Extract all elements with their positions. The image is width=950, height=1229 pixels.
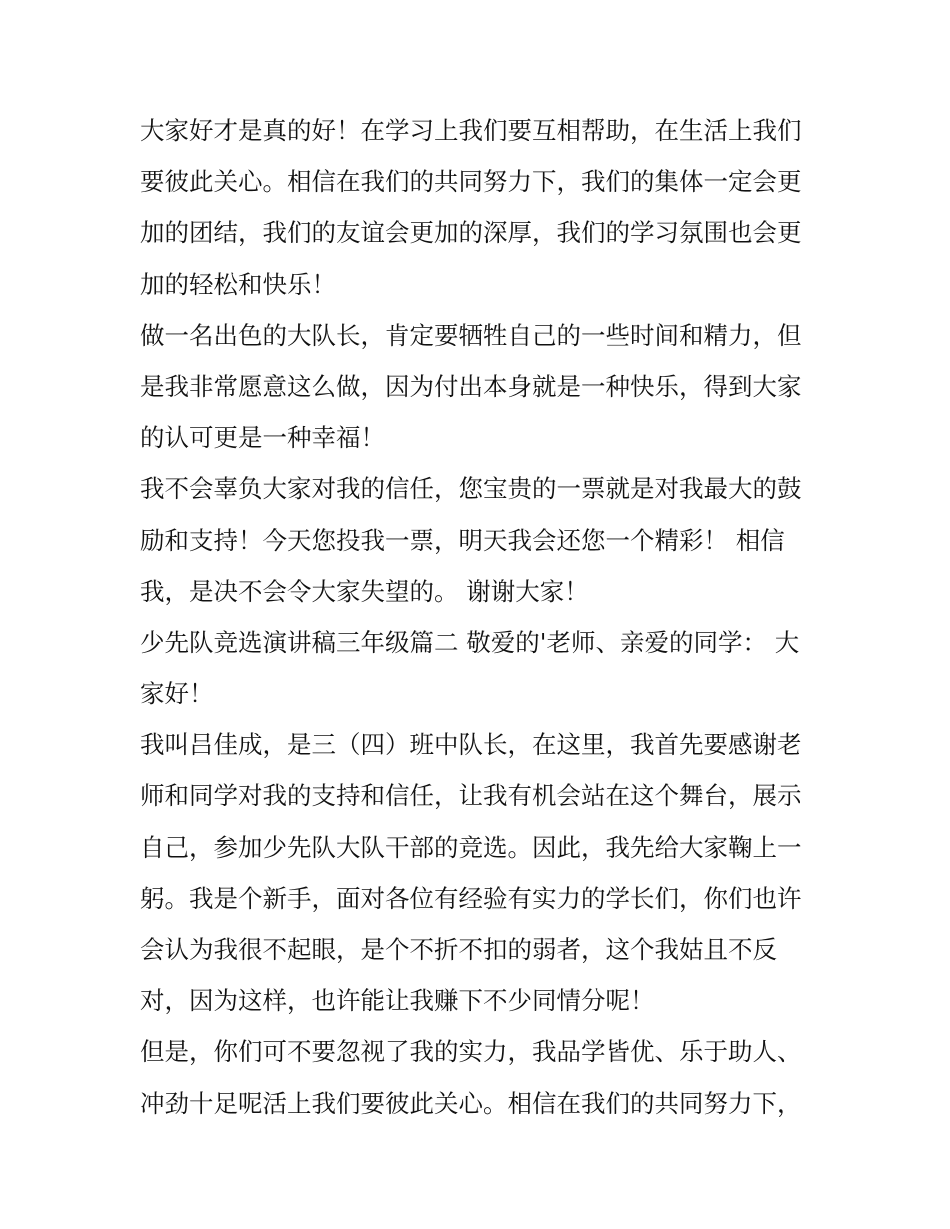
text-line: 冲劲十足呢活上我们要彼此关心。相信在我们的共同努力下，	[140, 1088, 802, 1118]
text-line: 加的团结，我们的友谊会更加的深厚，我们的学习氛围也会更	[140, 218, 802, 248]
paragraph-6	[140, 1026, 820, 1128]
text-line: 自己，参加少先队大队干部的竞选。因此，我先给大家鞠上一	[140, 832, 802, 862]
text-line: 做一名出色的大队长，肯定要牺牲自己的一些时间和精力，但	[140, 320, 802, 350]
text-line: 会认为我很不起眼，是个不折不扣的弱者，这个我姑且不反	[140, 935, 777, 964]
text-line: 我叫吕佳成，是三（四）班中队长，在这里，我首先要感谢老	[140, 730, 802, 760]
text-line: 大家好才是真的好！在学习上我们要互相帮助，在生活上我们	[140, 116, 802, 145]
text-line: 但是，你们可不要忽视了我的实力，我品学皆优、乐于助人、	[140, 1037, 802, 1067]
text-line: 躬。我是个新手，面对各位有经验有实力的学长们，你们也许	[140, 883, 802, 913]
document-body	[140, 105, 820, 1129]
text-line: 师和同学对我的支持和信任，让我有机会站在这个舞台，展示	[140, 781, 802, 811]
text-line: 要彼此关心。相信在我们的共同努力下，我们的集体一定会更	[140, 167, 802, 197]
text-line: 的认可更是一种幸福！	[140, 423, 385, 453]
text-line: 是我非常愿意这么做，因为付出本身就是一种快乐，得到大家	[140, 371, 802, 401]
paragraph-1	[140, 105, 820, 310]
text-line: 对，因为这样，也许能让我赚下不少同情分呢！	[140, 986, 655, 1016]
paragraph-5	[140, 719, 820, 1026]
paragraph-4	[140, 617, 820, 719]
text-line: 少先队竞选演讲稿三年级篇二 敬爱的'老师、亲爱的同学： 大	[140, 627, 800, 657]
text-line: 加的轻松和快乐！	[140, 269, 336, 299]
paragraph-2	[140, 310, 820, 464]
text-line: 家好！	[140, 679, 214, 709]
text-line: 我，是决不会令大家失望的。 谢谢大家！	[140, 576, 589, 606]
paragraph-3	[140, 463, 820, 617]
text-line: 励和支持！今天您投我一票，明天我会还您一个精彩！ 相信	[140, 525, 785, 555]
text-line: 我不会辜负大家对我的信任，您宝贵的一票就是对我最大的鼓	[140, 474, 802, 504]
